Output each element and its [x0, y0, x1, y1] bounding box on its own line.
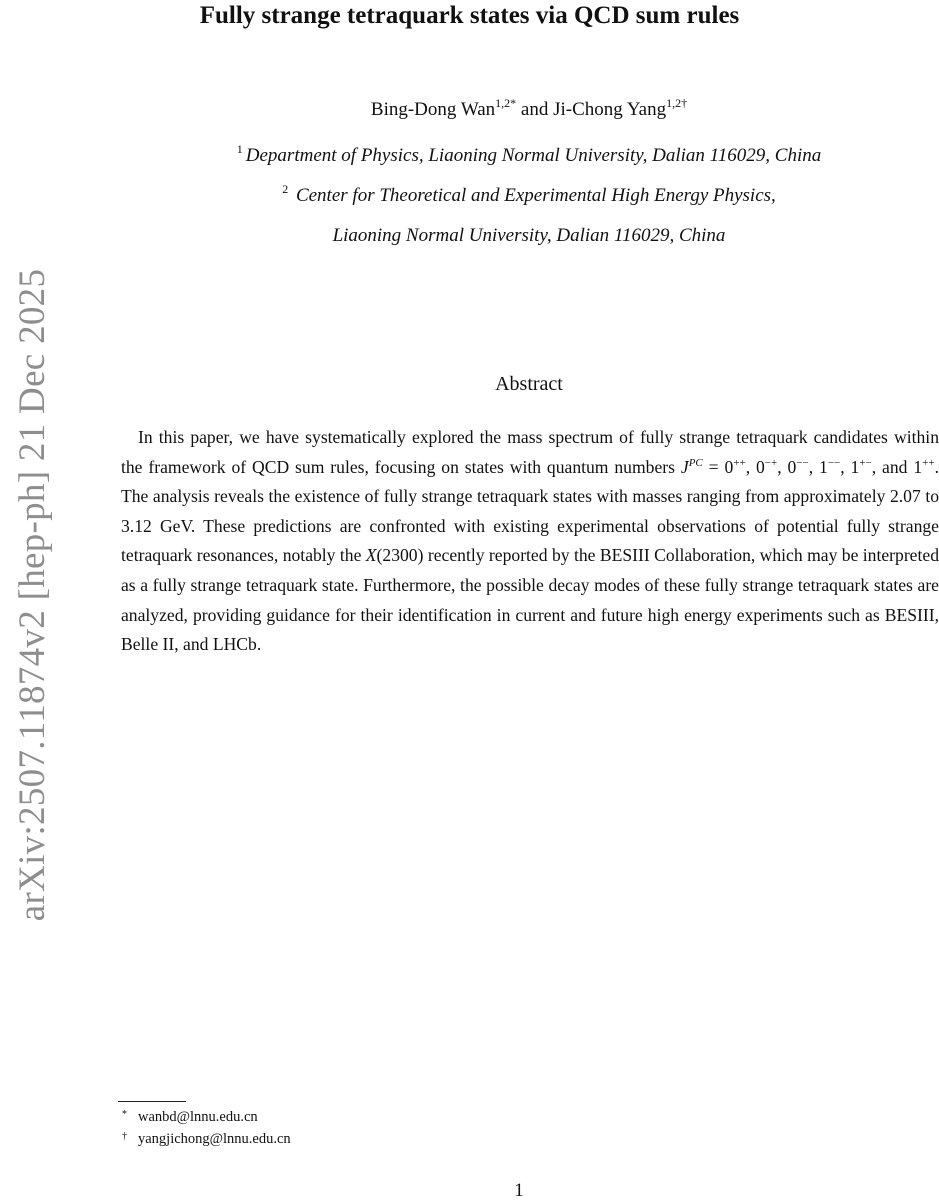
affiliation-1: [0, 143, 939, 169]
affiliation-mark: 1: [236, 142, 243, 156]
affiliation-text: Department of Physics, Liaoning Normal University, Dalian 116029, China: [245, 145, 822, 166]
quantum-state-parity: −−: [827, 456, 841, 469]
quantum-state-parity: −−: [796, 456, 809, 469]
separator: ,: [777, 456, 788, 477]
author-list: [0, 97, 939, 123]
author-name: Bing-Dong Wan: [370, 99, 496, 120]
math-symbol-j: J: [680, 456, 689, 477]
math-symbol-x: X: [365, 545, 377, 566]
affiliation-mark: 2: [282, 182, 289, 196]
abstract-text: . The analysis reveals the existence of fully strange tetraquark states with masses ranging from approximately 2.07 to 3.12 GeV. These predictions are confronted with existing experimental observations of potential fully strange tetraquark resonances, notably the: [121, 456, 939, 566]
separator: ,: [745, 456, 756, 477]
quantum-state-parity: ++: [922, 456, 935, 469]
quantum-state-parity: ++: [733, 456, 746, 469]
quantum-state: 0: [724, 456, 734, 477]
affiliation-2: [0, 183, 939, 209]
arxiv-identifier-stamp: arXiv:2507.11874v2 [hep-ph] 21 Dec 2025: [12, 268, 53, 922]
affiliation-text: Center for Theoretical and Experimental High Energy Physics,: [295, 185, 776, 206]
math-superscript-pc: PC: [688, 456, 703, 469]
footnote-mark: *: [122, 1109, 127, 1120]
abstract-text: In this paper, we have systematically explored the mass spectrum of fully strange tetraquark candidates within the framework of QCD sum rules, focusing on states with quantum numbers: [121, 427, 939, 477]
page-number: 1: [514, 1180, 524, 1201]
author-conjunction: and: [520, 99, 549, 120]
abstract-text: recently reported by the BESIII Collaboration, which may be interpreted as a fully strange tetraquark state. Furthermore, the possible decay modes of these fully strange tetraquark states are analyzed, providing guidance for their identification in current and future high energy experiments such as BESIII, Belle II, and LHCb.: [121, 545, 939, 655]
paper-title: Fully strange tetraquark states via QCD sum rules: [199, 2, 740, 29]
abstract-paragraph: In this paper, we have systematically explored the mass spectrum of fully strange tetraquark candidates within the framework of QCD sum rules, focusing on states with quantum numbers $J^{PC} = 0^{++}$, 0−+, 0−−, 1−−, 1+−, and 1++. The analysis reveals the existence of fully strange tetraquark states with masses ranging from approximately 2.07 to 3.12 GeV. These predictions are confronted with existing experimental observations of potential fully strange tetraquark resonances, notably the X(2300) recently reported by the BESIII Collaboration, which may be interpreted as a fully strange tetraquark state. Furthermore, the possible decay modes of these fully strange tetraquark states are analyzed, providing guidance for their identification in current and future high energy experiments such as BESIII, Belle II, and LHCb.: [121, 427, 939, 655]
quantum-state: 1: [850, 456, 860, 477]
author-affiliation-marks: 1,2*: [495, 96, 517, 110]
footnotes: [120, 1107, 291, 1151]
quantum-state: 0: [755, 456, 765, 477]
quantum-state: 1: [819, 456, 828, 477]
quantum-state-parity: −+: [764, 456, 778, 469]
affiliation-text: Liaoning Normal University, Dalian 116029, China: [332, 225, 726, 246]
separator: , and: [871, 456, 914, 477]
separator: ,: [840, 456, 851, 477]
footnote-divider: [118, 1101, 186, 1102]
affiliation-2-continued: [0, 223, 939, 249]
quantum-state: 1: [913, 456, 923, 477]
separator: ,: [808, 456, 820, 477]
quantum-state-parity: +−: [859, 456, 872, 469]
author-affiliation-marks: 1,2†: [666, 96, 688, 110]
abstract-body: [121, 423, 939, 660]
author-name: Ji-Chong Yang: [553, 99, 667, 120]
abstract-heading: Abstract: [495, 373, 563, 395]
resonance-mass: (2300): [376, 545, 424, 566]
footnote-mark: †: [122, 1131, 127, 1142]
quantum-state: 0: [787, 456, 797, 477]
footnote-email: yangjichong@lnnu.edu.cn: [138, 1131, 291, 1147]
footnote-2: [120, 1129, 291, 1151]
footnote-1: [120, 1107, 291, 1129]
footnote-email: wanbd@lnnu.edu.cn: [138, 1109, 258, 1125]
